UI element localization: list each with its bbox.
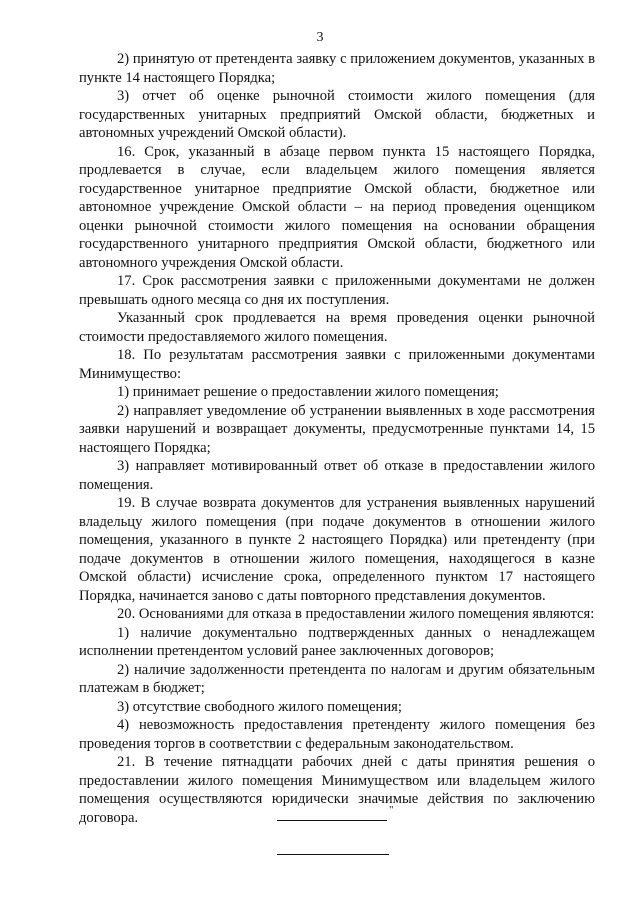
paragraph-18-item-3: 3) направляет мотивированный ответ об отказе в предоставлении жилого помещения. [79,458,595,493]
paragraph-19: 19. В случае возврата документов для устранения выявленных нарушений владельцу жилого помещения (при подаче документов в отношении жилого помещения, указанного в пункте 2 настоящего Порядка) или претенденту (при подаче документов в отношении жилого помещения, находящегося в казне Омской области) исчисление срока, определенного пунктом 17 настоящего Порядка, начинается заново с даты повторного представления документов. [79,495,595,604]
paragraph-item-3: 3) отчет об оценке рыночной стоимости жилого помещения (для государственных унитарных предприятий Омской области, бюджетных и автономных учреждений Омской области). [79,88,595,141]
paragraph-20: 20. Основаниями для отказа в предоставлении жилого помещения являются: [117,606,595,622]
paragraph-18-item-1: 1) принимает решение о предоставлении жилого помещения; [117,384,499,400]
closing-quote-mark: " [389,804,394,816]
paragraph-17-extension: Указанный срок продлевается на время проведения оценки рыночной стоимости предоставляемого жилого помещения. [79,310,595,345]
paragraph-21: 21. В течение пятнадцати рабочих дней с даты принятия решения о предоставлении жилого помещения Минимуществом или владельцем жилого помещения осуществляются юридически значимые действия по заключению договора. [79,754,595,826]
paragraph-18-item-2: 2) направляет уведомление об устранении выявленных в ходе рассмотрения заявки нарушений и возвращает документы, предусмотренные пунктами 14, 15 настоящего Порядка; [79,402,595,456]
closing-separator-line [277,806,387,821]
paragraph-17: 17. Срок рассмотрения заявки с приложенными документами не должен превышать одного месяца со дня их поступления. [79,273,595,308]
paragraph-20-item-4: 4) невозможность предоставления претенденту жилого помещения без проведения торгов в соответствии с федеральным законодательством. [79,717,595,752]
bottom-separator-line [277,854,389,855]
page-number: 3 [316,30,324,45]
paragraph-16: 16. Срок, указанный в абзаце первом пункта 15 настоящего Порядка, продлевается в случае, если владельцем жилого помещения является государственное унитарное предприятие Омской области, бюджетное или автономное учреждение Омской области – на период проведения оценщиком оценки рыночной стоимости жилого помещения на основании обращения государственного унитарного предприятия Омской области, бюджетного или автономного учреждения Омской области. [79,143,595,271]
paragraph-20-item-2: 2) наличие задолженности претендента по налогам и другим обязательным платежам в бюджет; [79,661,595,696]
paragraph-20-item-3: 3) отсутствие свободного жилого помещения; [117,698,402,715]
document-body [79,50,595,827]
paragraph-18: 18. По результатам рассмотрения заявки с приложенными документами Минимущество: [79,347,595,382]
paragraph-item-2: 2) принятую от претендента заявку с приложением документов, указанных в пункте 14 настоящего Порядка; [79,51,595,86]
paragraph-20-item-1: 1) наличие документально подтвержденных данных о ненадлежащем исполнении претендентом условий ранее заключенных договоров; [79,624,595,659]
